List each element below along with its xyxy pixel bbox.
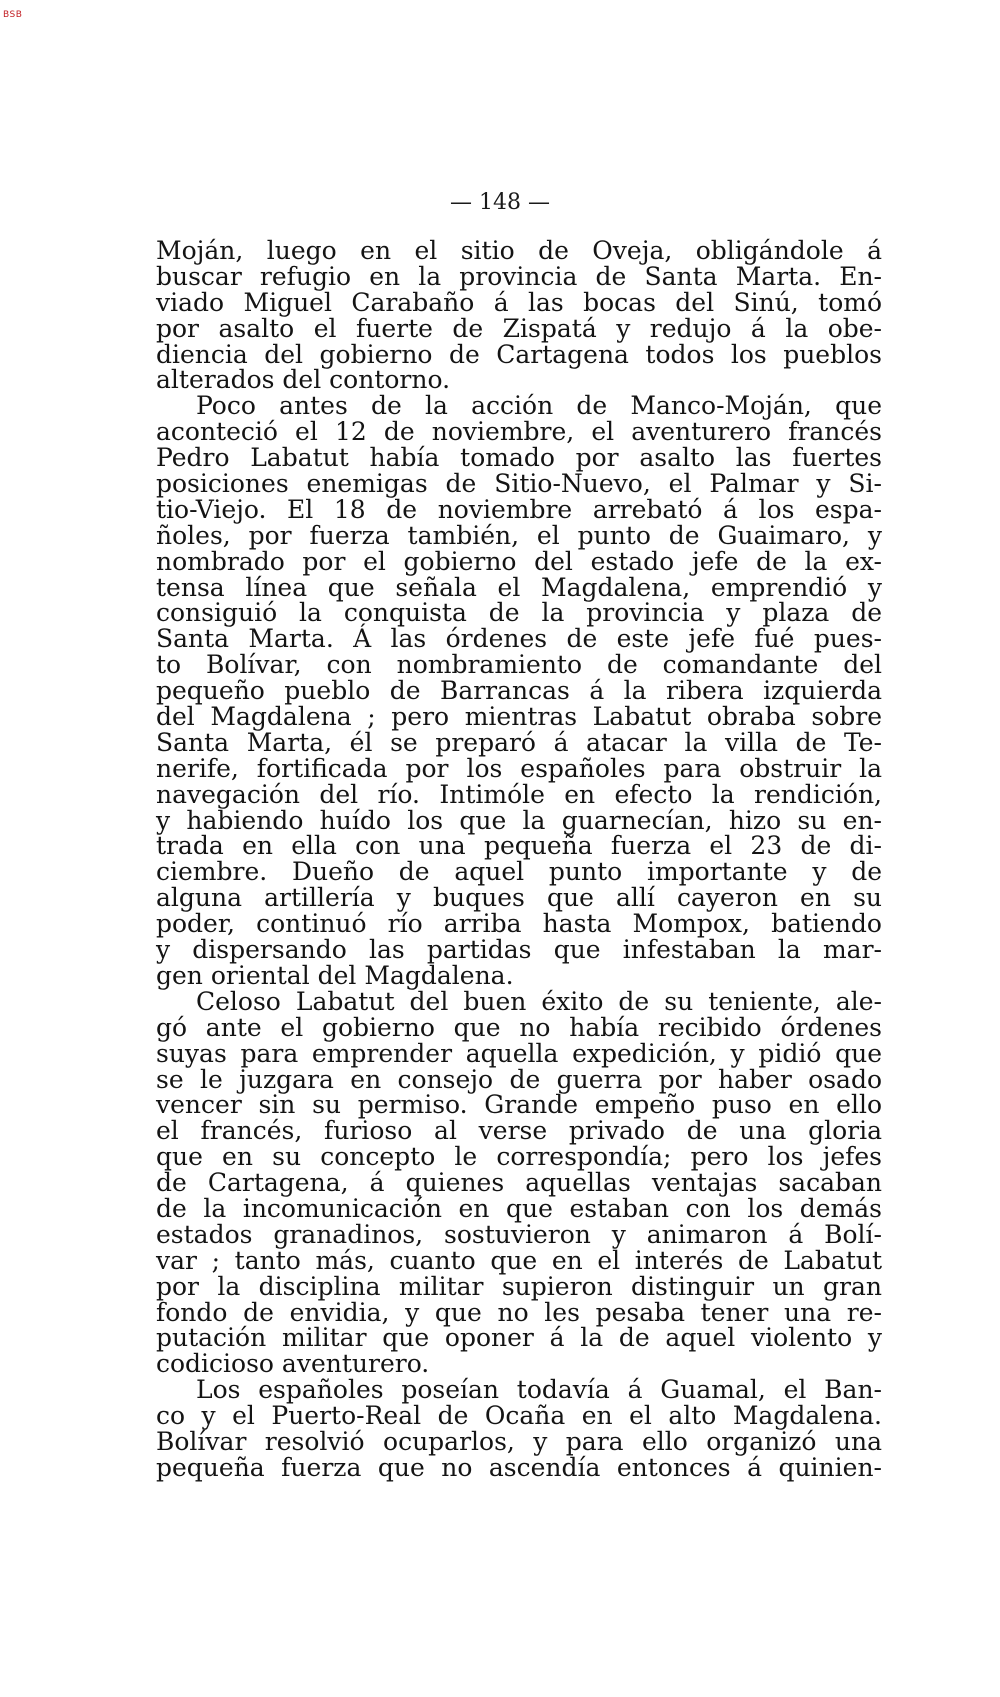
text-line: to Bolívar, con nombramiento de comandante del (156, 650, 882, 680)
page-number: — 148 — (450, 190, 550, 215)
text-line: el francés, furioso al verse privado de una gloria (156, 1116, 882, 1146)
text-line: pequeño pueblo de Barrancas á la ribera izquierda (156, 676, 882, 706)
text-line: fondo de envidia, y que no les pesaba tener una re- (156, 1297, 882, 1327)
text-line: viado Miguel Carabaño á las bocas del Sinú, tomó (156, 287, 882, 317)
text-line: codicioso aventurero. (156, 1349, 430, 1379)
text-line: aconteció el 12 de noviembre, el aventurero francés (156, 417, 882, 447)
text-line: ñoles, por fuerza también, el punto de Guaimaro, y (156, 520, 882, 550)
body-text (156, 238, 882, 1481)
text-line: Santa Marta, él se preparó á atacar la villa de Te- (156, 727, 882, 757)
text-line: tio-Viejo. El 18 de noviembre arrebató á los espa- (156, 494, 882, 524)
text-line: navegación del río. Intimóle en efecto la rendición, (156, 779, 882, 809)
text-line: Moján, luego en el sitio de Oveja, obligándole á (156, 236, 882, 265)
library-watermark: BSB (3, 10, 23, 20)
text-line: y dispersando las partidas que infestaban la mar- (156, 935, 882, 965)
text-line: alguna artillería y buques que allí cayeron en su (156, 883, 882, 913)
text-line: posiciones enemigas de Sitio-Nuevo, el Palmar y Si- (156, 469, 882, 499)
text-line: Poco antes de la acción de Manco-Moján, que (196, 391, 882, 421)
text-line: ciembre. Dueño de aquel punto importante y de (156, 857, 882, 887)
text-line: consiguió la conquista de la provincia y plaza de (156, 598, 882, 628)
text-line: tensa línea que señala el Magdalena, emprendió y (156, 572, 882, 602)
text-line: estados granadinos, sostuvieron y animaron á Bolí- (156, 1219, 882, 1249)
text-line: gen oriental del Magdalena. (156, 960, 514, 990)
text-line: co y el Puerto-Real de Ocaña en el alto Magdalena. (156, 1401, 882, 1431)
text-line: Pedro Labatut había tomado por asalto las fuertes (156, 443, 882, 473)
text-line: putación militar que oponer á la de aquel violento y (156, 1323, 882, 1353)
text-line: Bolívar resolvió ocuparlos, y para ello organizó una (156, 1426, 882, 1456)
text-line: nombrado por el gobierno del estado jefe de la ex- (156, 546, 882, 576)
text-line: gó ante el gobierno que no había recibido órdenes (156, 1012, 882, 1042)
text-line: se le juzgara en consejo de guerra por haber osado (156, 1064, 882, 1094)
text-line: vencer sin su permiso. Grande empeño puso en ello (156, 1090, 882, 1120)
text-line: por asalto el fuerte de Zispatá y redujo á la obe- (156, 313, 882, 343)
text-line: Los españoles poseían todavía á Guamal, el Ban- (196, 1375, 882, 1405)
text-line: nerife, fortificada por los españoles para obstruir la (156, 753, 882, 783)
text-line: que en su concepto le correspondía; pero los jefes (156, 1142, 882, 1172)
text-line: suyas para emprender aquella expedición, y pidió que (156, 1038, 882, 1068)
text-line: alterados del contorno. (156, 365, 451, 395)
text-line: trada en ella con una pequeña fuerza el 23 de di- (156, 831, 882, 861)
text-line: Santa Marta. Á las órdenes de este jefe fué pues- (156, 624, 882, 654)
text-line: buscar refugio en la provincia de Santa Marta. En- (156, 261, 882, 291)
text-line: y habiendo huído los que la guarnecían, hizo su en- (156, 805, 882, 835)
text-line: Celoso Labatut del buen éxito de su teniente, ale- (196, 986, 882, 1016)
text-line: de Cartagena, á quienes aquellas ventajas sacaban (156, 1168, 882, 1198)
text-line: poder, continuó río arriba hasta Mompox, batiendo (156, 909, 882, 939)
text-line: pequeña fuerza que no ascendía entonces á quinien- (156, 1452, 882, 1482)
text-line: de la incomunicación en que estaban con los demás (156, 1193, 882, 1223)
text-line: var ; tanto más, cuanto que en el interés de Labatut (156, 1245, 882, 1275)
text-line: del Magdalena ; pero mientras Labatut obraba sobre (156, 702, 882, 732)
text-line: por la disciplina militar supieron distinguir un gran (156, 1271, 882, 1301)
text-line: diencia del gobierno de Cartagena todos los pueblos (156, 339, 882, 369)
